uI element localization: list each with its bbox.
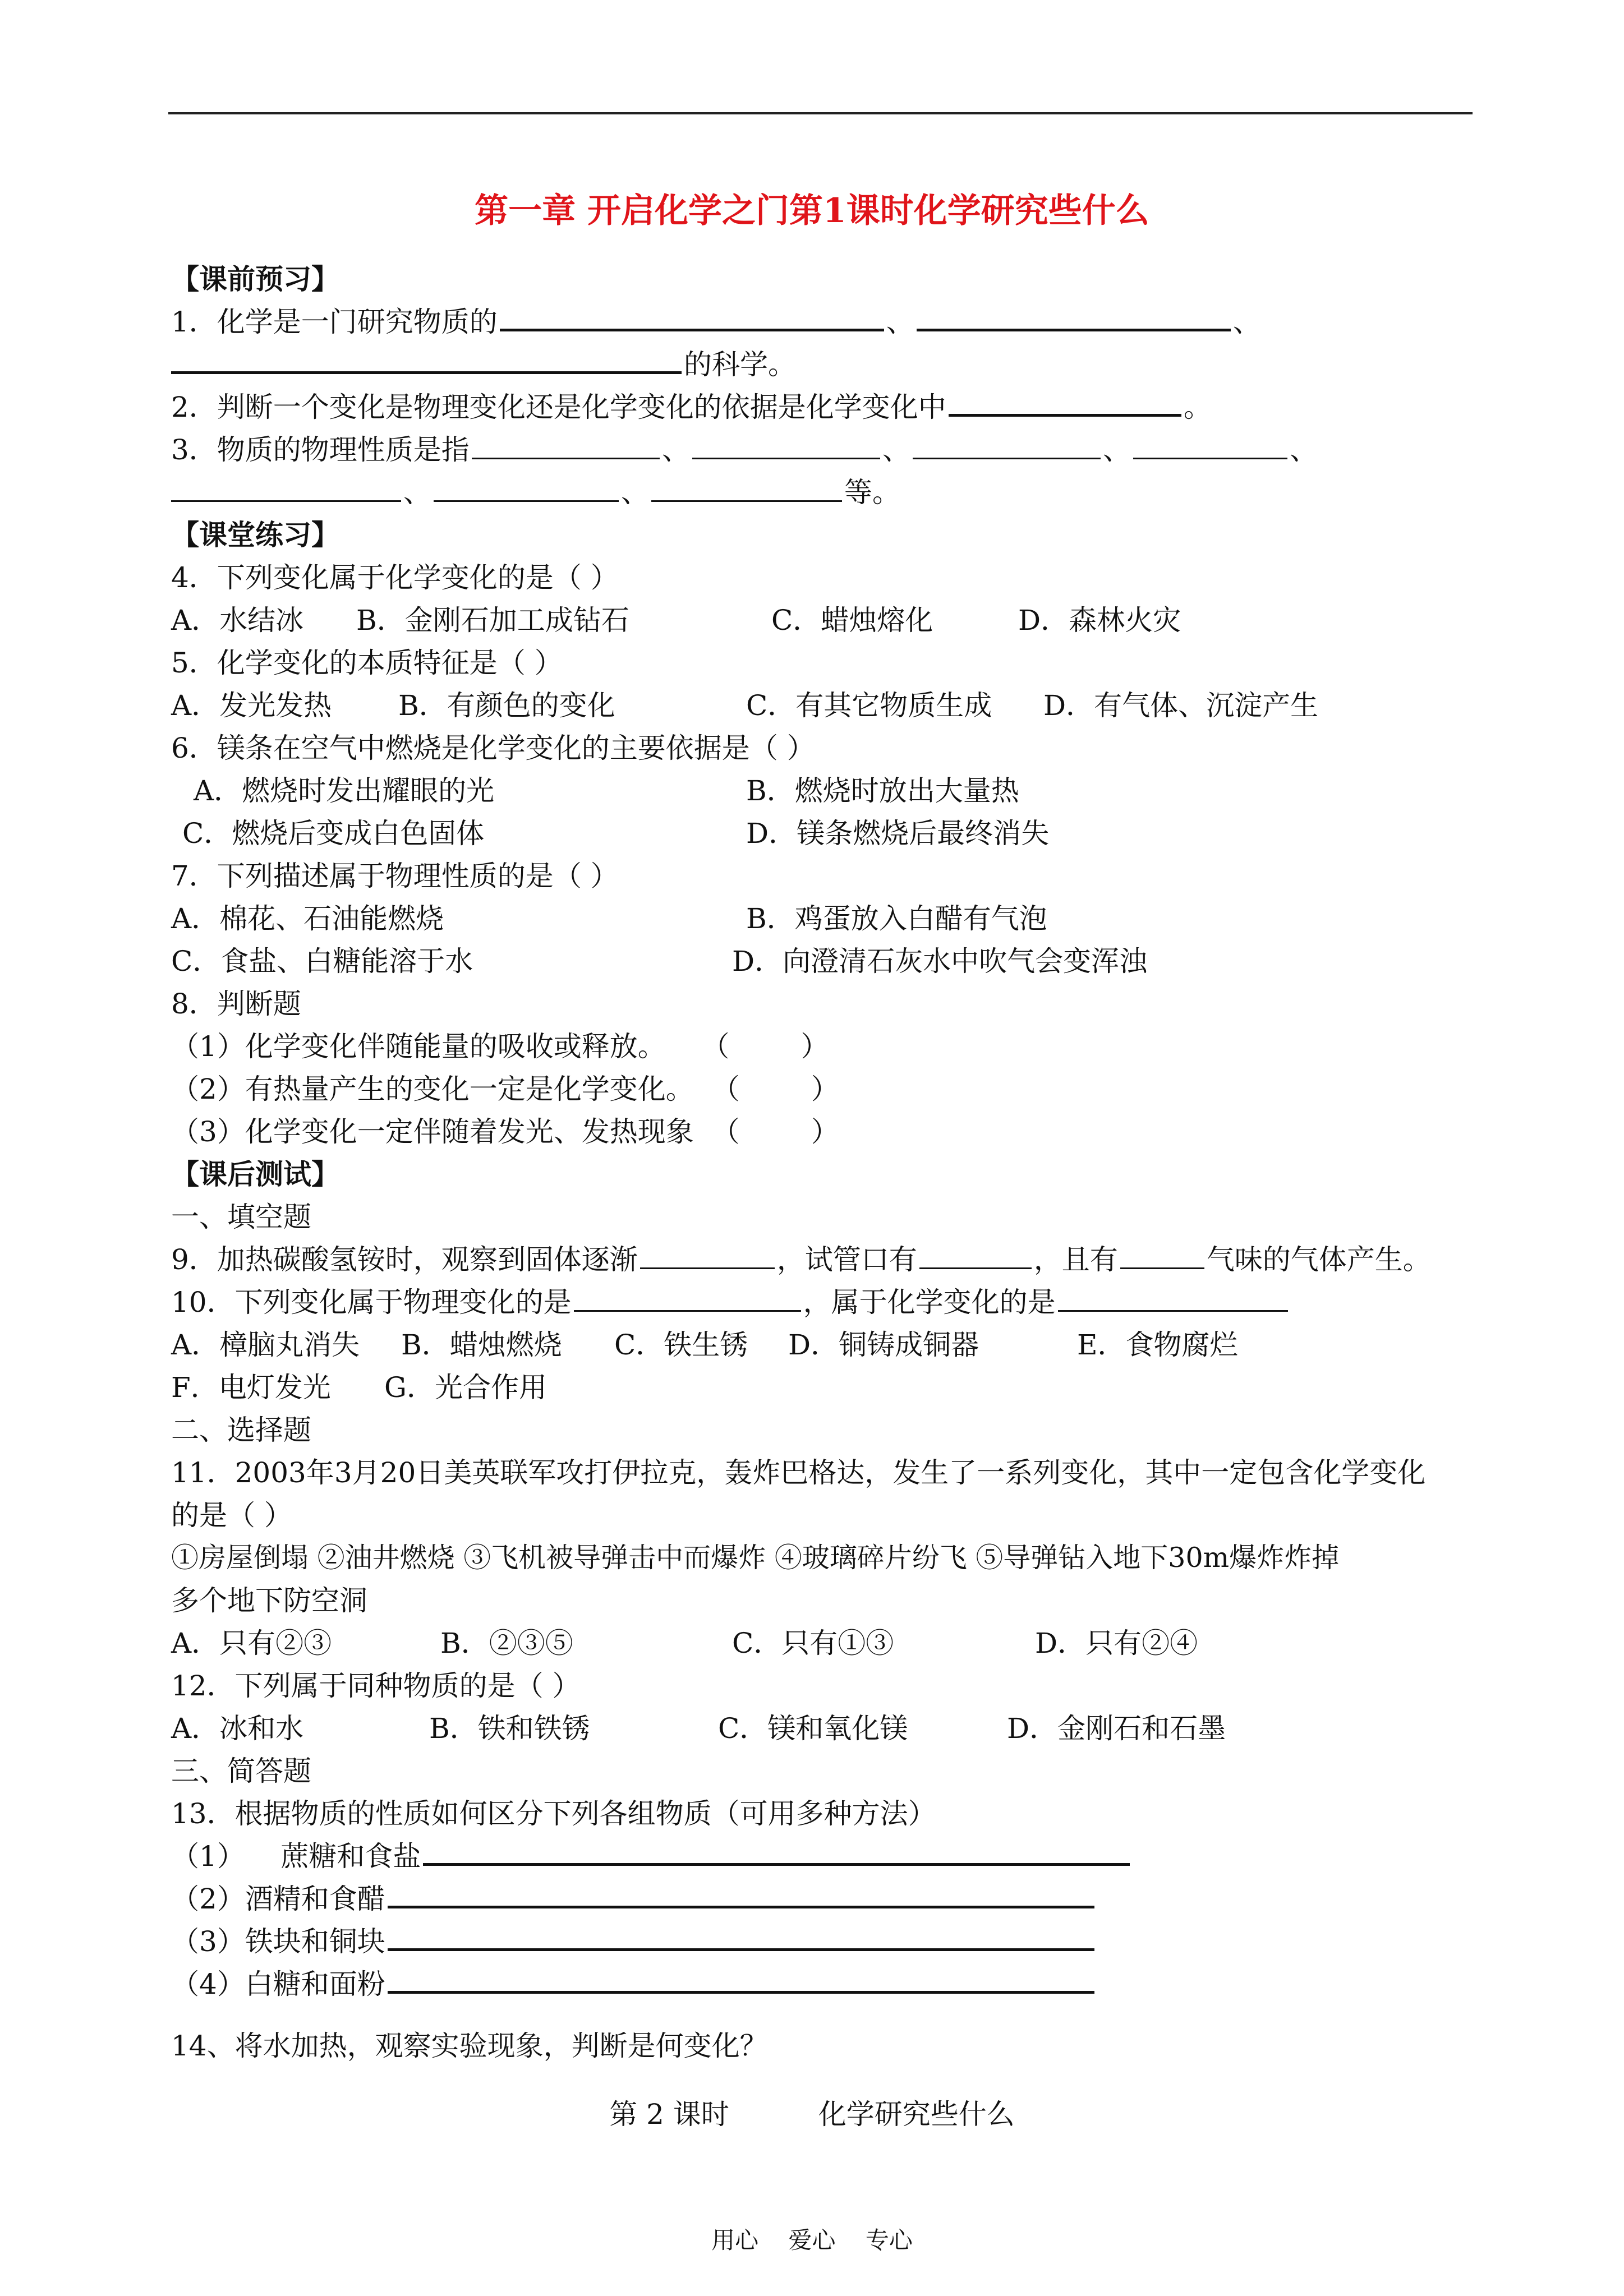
- question-11-option-d[interactable]: D．只有②④: [1035, 1627, 1198, 1659]
- question-3-blank-7[interactable]: [651, 478, 842, 502]
- question-10-text-a: 10．下列变化属于物理变化的是: [171, 1286, 572, 1318]
- question-1-blank-2[interactable]: [917, 306, 1231, 331]
- question-3-blank-6[interactable]: [434, 478, 619, 502]
- question-7-options-row-1: [171, 897, 1461, 940]
- question-12-option-d[interactable]: D．金刚石和石墨: [1007, 1712, 1226, 1745]
- question-10-stem: [171, 1281, 1290, 1324]
- question-4-option-d[interactable]: D．森林火灾: [1018, 604, 1181, 637]
- section-test-heading: 【课后测试】: [171, 1158, 339, 1191]
- question-6-options-row-2: [171, 812, 1461, 855]
- question-3-sep: 、: [621, 476, 649, 509]
- question-3-text: 3．物质的物理性质是指: [171, 434, 470, 466]
- question-8-item-1-text[interactable]: （1）化学变化伴随能量的吸收或释放。 （ ）: [171, 1030, 829, 1063]
- question-4-option-a[interactable]: A．水结冰: [171, 604, 304, 637]
- question-13-item-3-answer-line[interactable]: [388, 1926, 1094, 1951]
- question-13-item-4-answer-line[interactable]: [388, 1968, 1094, 1994]
- question-3-line-2: [171, 471, 900, 514]
- question-3-sep: 、: [403, 476, 431, 509]
- question-5-options: [171, 684, 1461, 727]
- question-12-option-b[interactable]: B．铁和铁锈: [429, 1712, 590, 1745]
- question-3-blank-4[interactable]: [1133, 435, 1287, 459]
- question-11-line-4: 多个地下防空洞: [171, 1584, 367, 1617]
- question-5-option-a[interactable]: A．发光发热: [171, 689, 332, 722]
- question-13-stem: 13．根据物质的性质如何区分下列各组物质（可用多种方法）: [171, 1797, 936, 1830]
- question-1-blank-3[interactable]: [171, 349, 682, 374]
- question-10-option-e[interactable]: E．食物腐烂: [1077, 1329, 1238, 1361]
- question-6-stem: 6．镁条在空气中燃烧是化学变化的主要依据是（ ）: [171, 732, 815, 764]
- question-7-option-a[interactable]: A．棉花、石油能燃烧: [171, 902, 444, 935]
- question-3-blank-2[interactable]: [692, 435, 880, 459]
- question-9-blank-1[interactable]: [640, 1245, 775, 1269]
- part-2-heading: 二、选择题: [171, 1414, 311, 1446]
- page-title: 第一章 开启化学之门第1课时化学研究些什么: [475, 191, 1149, 230]
- question-13-item-3: [171, 1920, 1097, 1963]
- question-7-option-b[interactable]: B．鸡蛋放入白醋有气泡: [746, 902, 1047, 935]
- question-10-blank-2[interactable]: [1058, 1288, 1288, 1312]
- question-11-option-b[interactable]: B．②③⑤: [440, 1627, 573, 1659]
- question-3-sep: 、: [882, 434, 910, 466]
- question-10-option-c[interactable]: C．铁生锈: [614, 1329, 748, 1361]
- question-11-option-c[interactable]: C．只有①③: [732, 1627, 894, 1659]
- question-1-sep-2: 、: [1232, 306, 1261, 338]
- question-6-option-b[interactable]: B．燃烧时放出大量热: [746, 774, 1019, 807]
- question-1-line-1: [171, 301, 1261, 343]
- question-5-option-c[interactable]: C．有其它物质生成: [746, 689, 992, 722]
- question-8-stem: 8．判断题: [171, 988, 301, 1020]
- question-4-options: [171, 599, 1461, 642]
- question-11-options: [171, 1622, 1461, 1665]
- question-10-option-d[interactable]: D．铜铸成铜器: [788, 1329, 979, 1361]
- question-10-option-a[interactable]: A．樟脑丸消失: [171, 1329, 360, 1361]
- question-12-stem: 12．下列属于同种物质的是（ ）: [171, 1670, 581, 1702]
- question-12-option-a[interactable]: A．冰和水: [171, 1712, 304, 1745]
- question-9-text-c: ，且有: [1033, 1243, 1118, 1276]
- question-6-option-d[interactable]: D．镁条燃烧后最终消失: [746, 817, 1050, 850]
- question-3-sep: 、: [1289, 434, 1318, 466]
- section-practice-heading: 【课堂练习】: [171, 518, 339, 551]
- question-8-item-2: [171, 1068, 839, 1110]
- question-13-item-1-answer-line[interactable]: [423, 1841, 1130, 1866]
- question-2-blank[interactable]: [949, 391, 1181, 417]
- next-lesson-header: 第 2 课时 化学研究些什么: [609, 2098, 1015, 2131]
- part-3-heading: 三、简答题: [171, 1755, 311, 1787]
- question-5-stem: 5．化学变化的本质特征是（ ）: [171, 647, 563, 679]
- question-13-item-1: [171, 1835, 1132, 1878]
- question-10-options-row-1: [171, 1324, 1461, 1366]
- question-8-item-2-text[interactable]: （2）有热量产生的变化一定是化学变化。 （ ）: [171, 1073, 839, 1105]
- question-12-options: [171, 1707, 1461, 1750]
- question-10-option-b[interactable]: B．蜡烛燃烧: [401, 1329, 562, 1361]
- question-14: 14、将水加热，观察实验现象，判断是何变化？: [171, 2030, 768, 2062]
- question-11-line-2: 的是（ ）: [171, 1499, 292, 1532]
- question-9-text-b: ，试管口有: [776, 1243, 917, 1276]
- question-1-text-a: 1．化学是一门研究物质的: [171, 306, 498, 338]
- question-7-stem: 7．下列描述属于物理性质的是（ ）: [171, 860, 619, 892]
- question-9-blank-3[interactable]: [1120, 1245, 1204, 1269]
- section-preview-heading: 【课前预习】: [171, 262, 339, 296]
- question-11-option-a[interactable]: A．只有②③: [171, 1627, 332, 1659]
- question-12-option-c[interactable]: C．镁和氧化镁: [718, 1712, 908, 1745]
- question-8-item-1: [171, 1025, 829, 1068]
- question-2-text: 2．判断一个变化是物理变化还是化学变化的依据是化学变化中: [171, 391, 946, 423]
- question-6-option-a[interactable]: A．燃烧时发出耀眼的光: [194, 774, 495, 807]
- question-1-text-b: 的科学。: [684, 348, 796, 381]
- question-8-item-3: [171, 1110, 839, 1153]
- question-4-stem: 4．下列变化属于化学变化的是（ ）: [171, 561, 619, 594]
- question-9-text-a: 9．加热碳酸氢铵时，观察到固体逐渐: [171, 1243, 638, 1276]
- question-9: [171, 1238, 1431, 1281]
- question-6-options-row-1: [171, 769, 1461, 812]
- question-4-option-b[interactable]: B．金刚石加工成钻石: [356, 604, 629, 637]
- question-3-blank-3[interactable]: [913, 435, 1101, 459]
- question-7-option-d[interactable]: D．向澄清石灰水中吹气会变浑浊: [732, 945, 1148, 978]
- question-13-item-2-label: （2）酒精和食醋: [171, 1883, 385, 1915]
- question-13-item-3-label: （3）铁块和铜块: [171, 1925, 385, 1958]
- question-3-sep: 、: [1102, 434, 1131, 466]
- question-4-option-c[interactable]: C．蜡烛熔化: [771, 604, 933, 637]
- question-3-end: 等。: [844, 476, 900, 509]
- page-footer: 用心 爱心 专心: [711, 2226, 913, 2254]
- question-13-item-2-answer-line[interactable]: [388, 1883, 1094, 1908]
- question-6-option-c[interactable]: C．燃烧后变成白色固体: [182, 817, 485, 850]
- question-10-option-g[interactable]: G．光合作用: [384, 1371, 547, 1404]
- question-11-line-1: 11．2003年3月20日美英联军攻打伊拉克，轰炸巴格达，发生了一系列变化，其中一定包含化学变化: [171, 1456, 1426, 1489]
- question-9-blank-2[interactable]: [919, 1245, 1032, 1269]
- question-1-blank-1[interactable]: [500, 306, 884, 331]
- question-3-sep: 、: [661, 434, 690, 466]
- header-rule: [168, 112, 1473, 114]
- question-13-item-1-label: （1） 蔗糖和食盐: [171, 1840, 421, 1873]
- question-5-option-b[interactable]: B．有颜色的变化: [398, 689, 615, 722]
- question-13-item-4: [171, 1963, 1097, 2005]
- question-1-line-2: [171, 343, 796, 386]
- question-8-item-3-text[interactable]: （3）化学变化一定伴随着发光、发热现象 （ ）: [171, 1115, 839, 1148]
- question-2: [171, 386, 1212, 428]
- question-3-blank-1[interactable]: [472, 435, 660, 459]
- question-10-text-b: ，属于化学变化的是: [803, 1286, 1056, 1318]
- question-7-options-row-2: [171, 940, 1461, 983]
- question-13-item-2: [171, 1878, 1097, 1920]
- question-9-text-d: 气味的气体产生。: [1206, 1243, 1431, 1276]
- question-3-line-1: [171, 428, 1318, 471]
- question-13-item-4-label: （4）白糖和面粉: [171, 1968, 385, 2000]
- question-1-sep-1: 、: [886, 306, 914, 338]
- question-10-option-f[interactable]: F．电灯发光: [171, 1371, 331, 1404]
- question-7-option-c[interactable]: C．食盐、白糖能溶于水: [171, 945, 473, 978]
- question-2-end: 。: [1183, 391, 1212, 423]
- question-10-blank-1[interactable]: [574, 1288, 801, 1312]
- question-5-option-d[interactable]: D．有气体、沉淀产生: [1043, 689, 1319, 722]
- question-11-line-3: ①房屋倒塌 ②油井燃烧 ③飞机被导弹击中而爆炸 ④玻璃碎片纷飞 ⑤导弹钻入地下30m爆炸炸掉: [171, 1542, 1340, 1574]
- question-3-blank-5[interactable]: [171, 478, 401, 502]
- part-1-heading: 一、填空题: [171, 1201, 311, 1233]
- question-10-options-row-2: [171, 1366, 1461, 1409]
